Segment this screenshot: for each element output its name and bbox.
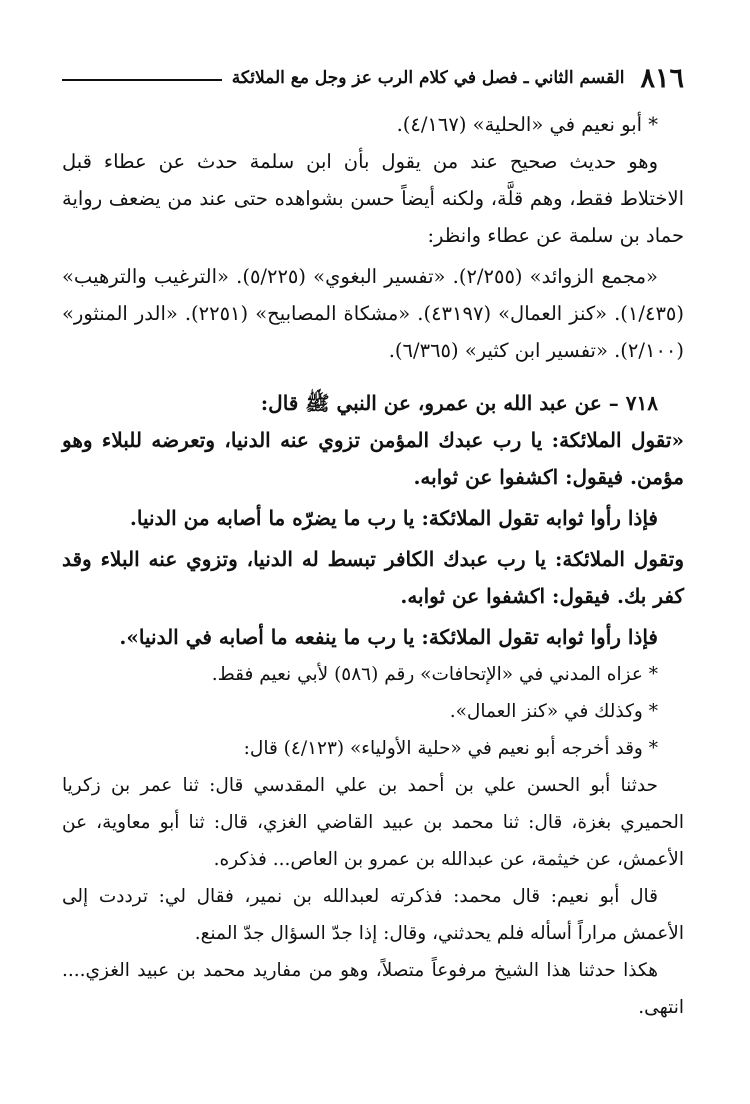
page-header bbox=[62, 56, 684, 100]
source-note: * أبو نعيم في «الحلية» (٤/١٦٧). bbox=[396, 113, 658, 136]
hadith-text-2: فإذا رأوا ثوابه تقول الملائكة: يا رب ما يضرّه ما أصابه من الدنيا. bbox=[129, 506, 658, 530]
hadith-heading: ٧١٨ – عن عبد الله بن عمرو، عن النبي ﷺ قال: bbox=[260, 391, 658, 415]
page-number: ٨١٦ bbox=[640, 62, 684, 94]
hadith-text-4: فإذا رأوا ثوابه تقول الملائكة: يا رب ما ينفعه ما أصابه في الدنيا». bbox=[119, 625, 658, 649]
closing-paragraph: هكذا حدثنا هذا الشيخ مرفوعاً متصلاً، وهو من مفاريد محمد بن عبيد الغزي.... انتهى. bbox=[62, 960, 684, 1018]
hadith-text-3: وتقول الملائكة: يا رب عبدك الكافر تبسط له الدنيا، وتزوي عنه البلاء وقد كفر بك. فيقول: اكشفوا عن ثوابه. bbox=[62, 547, 684, 608]
running-title: القسم الثاني ـ فصل في كلام الرب عز وجل مع الملائكة bbox=[231, 68, 625, 88]
takhrij-note-1: * عزاه المدني في «الإتحافات» رقم (٥٨٦) لأبي نعيم فقط. bbox=[211, 664, 658, 685]
header-rule bbox=[62, 79, 222, 81]
isnad-paragraph: حدثنا أبو الحسن علي بن أحمد بن علي المقدسي قال: ثنا عمر بن زكريا الحميري بغزة، قال: ثنا محمد بن عبيد القاضي الغزي، قال: ثنا أبو معاوية، عن الأعمش، عن خيثمة، عن عبدالله بن عمرو بن العاص... فذكره. bbox=[62, 775, 684, 870]
takhrij-note-3: * وقد أخرجه أبو نعيم في «حلية الأولياء» (٤/١٢٣) قال: bbox=[243, 738, 658, 759]
abu-nuaym-comment: قال أبو نعيم: قال محمد: فذكرته لعبدالله بن نمير، فقال لي: ترددت إلى الأعمش مراراً أسأله فلم يحدثني، وقال: إذا جدّ السؤال جدّ المنع. bbox=[62, 886, 684, 944]
takhrij-note-2: * وكذلك في «كنز العمال». bbox=[449, 701, 658, 722]
hadith-text-1: «تقول الملائكة: يا رب عبدك المؤمن تزوي عنه الدنيا، وتعرضه للبلاء وهو مؤمن. فيقول: اكشفوا عن ثوابه. bbox=[62, 428, 684, 489]
grading-paragraph: وهو حديث صحيح عند من يقول بأن ابن سلمة حدث عن عطاء قبل الاختلاط فقط، وهم قلَّة، ولكنه أيضاً حسن بشواهده حتى عند من يضعف رواية حماد بن سلمة عن عطاء وانظر: bbox=[62, 150, 684, 247]
references-paragraph: «مجمع الزوائد» (٢/٢٥٥). «تفسير البغوي» (٥/٢٢٥). «الترغيب والترهيب» (١/٤٣٥). «كنز العمال» (٤٣١٩٧). «مشكاة المصابيح» (٢٢٥١). «الدر المنثور» (٢/١٠٠). «تفسير ابن كثير» (٦/٣٦٥). bbox=[62, 265, 684, 362]
